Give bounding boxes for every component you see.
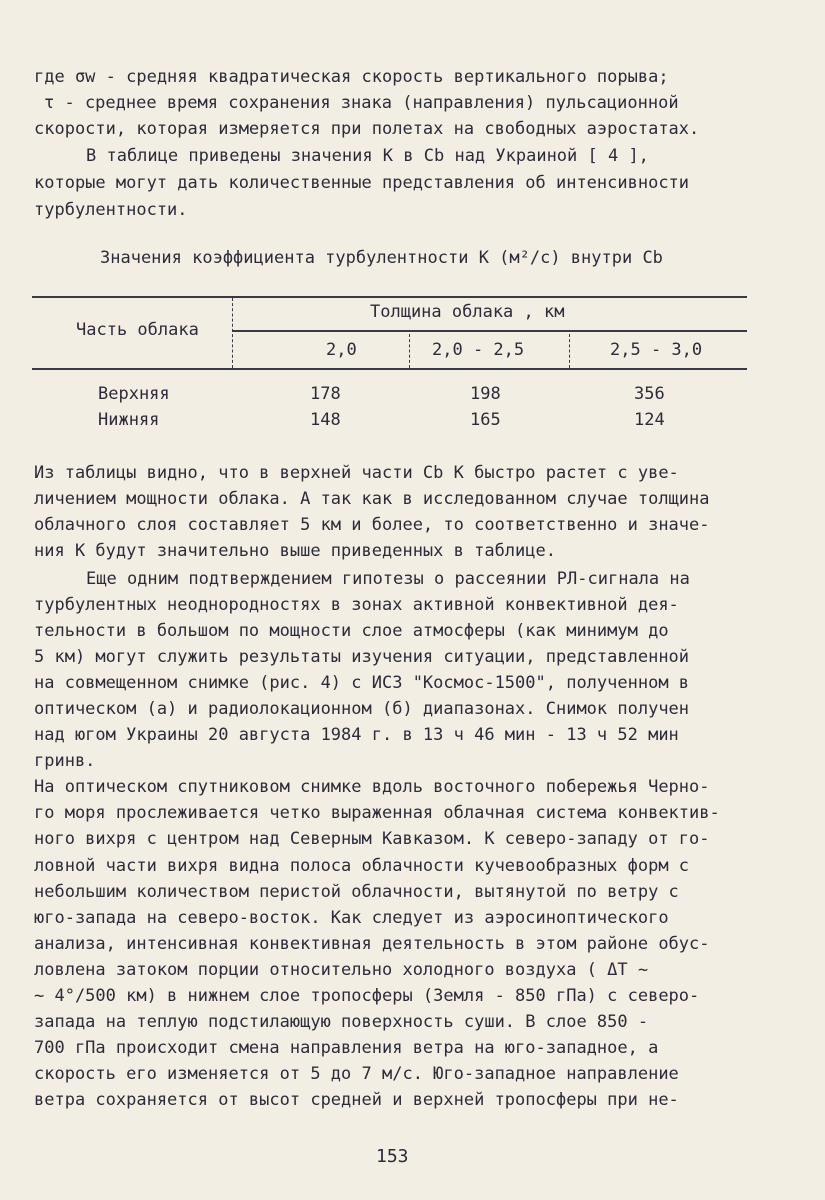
text-line: На оптическом спутниковом снимке вдоль восточного побережья Черно- [34, 777, 710, 797]
table-rule-top [32, 296, 747, 298]
page-number: 153 [376, 1146, 409, 1167]
text-line: над югом Украины 20 августа 1984 г. в 13 ч 46 мин - 13 ч 52 мин [34, 725, 679, 745]
text-line: гринв. [34, 751, 96, 771]
text-line: на совмещенном снимке (рис. 4) с ИСЗ "Космос-1500", полученном в [34, 673, 690, 693]
table-rule-bottom [32, 368, 747, 370]
text-line: 700 гПа происходит смена направления ветра на юго-западное, а [34, 1038, 659, 1058]
text-line: облачного слоя составляет 5 км и более, то соответственно и значе- [34, 515, 710, 535]
text-line: юго-запада на северо-восток. Как следует из аэросиноптического [34, 908, 669, 928]
table-divider [409, 334, 410, 368]
text-line: ловлена затоком порции относительно холодного воздуха ( ΔT ~ [34, 960, 649, 980]
table-divider [232, 298, 233, 368]
table-divider [569, 334, 570, 368]
table-cell: 198 [470, 384, 501, 404]
text-line: го моря прослеживается четко выраженная облачная система конвектив- [34, 803, 720, 823]
table-header-thickness: Толщина облака , км [370, 302, 565, 322]
table-column-header: 2,0 [326, 340, 357, 360]
table-cell: 124 [634, 410, 665, 430]
text-line: ветра сохраняется от высот средней и верхней тропосферы при не- [34, 1090, 679, 1110]
text-line: Еще одним подтверждением гипотезы о рассеянии РЛ-сигнала на [86, 569, 690, 589]
text-line: скорость его изменяется от 5 до 7 м/с. Юго-западное направление [34, 1064, 679, 1084]
text-line: турбулентных неоднородностях в зонах активной конвективной дея- [34, 595, 679, 615]
table-row-label: Верхняя [98, 384, 170, 404]
table-row-label: Нижняя [98, 410, 160, 430]
text-line: ного вихря с центром над Северным Кавказом. К северо-западу от го- [34, 829, 710, 849]
table-caption: Значения коэффициента турбулентности К (м²/с) внутри Сb [100, 248, 663, 268]
text-line: небольшим количеством перистой облачности, вытянутой по ветру с [34, 882, 679, 902]
text-line: Из таблицы видно, что в верхней части Сb К быстро растет с уве- [34, 463, 679, 483]
text-line: анализа, интенсивная конвективная деятельность в этом районе обус- [34, 934, 710, 954]
text-line: где σw - средняя квадратическая скорость вертикального порыва; [34, 67, 669, 87]
text-line: запада на теплую подстилающую поверхность суши. В слое 850 - [34, 1012, 649, 1032]
text-line: τ - среднее время сохранения знака (направления) пульсационной [44, 93, 679, 113]
text-line: тельности в большом по мощности слое атмосферы (как минимум до [34, 621, 669, 641]
table-cell: 148 [310, 410, 341, 430]
table-cell: 165 [470, 410, 501, 430]
text-line: скорости, которая измеряется при полетах на свободных аэростатах. [34, 119, 700, 139]
table-header-part: Часть облака [76, 320, 199, 340]
text-line: ~ 4°/500 км) в нижнем слое тропосферы (Земля - 850 гПа) с северо- [34, 986, 700, 1006]
text-line: 5 км) могут служить результаты изучения ситуации, представленной [34, 647, 690, 667]
table-column-header: 2,0 - 2,5 [432, 340, 525, 360]
text-line: турбулентности. [34, 200, 188, 220]
text-line: которые могут дать количественные представления об интенсивности [34, 173, 690, 193]
text-line: ловной части вихря видна полоса облачности кучевообразных форм с [34, 856, 690, 876]
table-column-header: 2,5 - 3,0 [610, 340, 703, 360]
text-line: оптическом (а) и радиолокационном (б) диапазонах. Снимок получен [34, 699, 690, 719]
table-rule-mid [232, 330, 747, 332]
text-line: В таблице приведены значения К в Сb над Украиной [ 4 ], [86, 146, 649, 166]
text-line: ния К будут значительно выше приведенных в таблице. [34, 541, 556, 561]
table-cell: 178 [310, 384, 341, 404]
text-line: личением мощности облака. А так как в исследованном случае толщина [34, 489, 710, 509]
table-cell: 356 [634, 384, 665, 404]
